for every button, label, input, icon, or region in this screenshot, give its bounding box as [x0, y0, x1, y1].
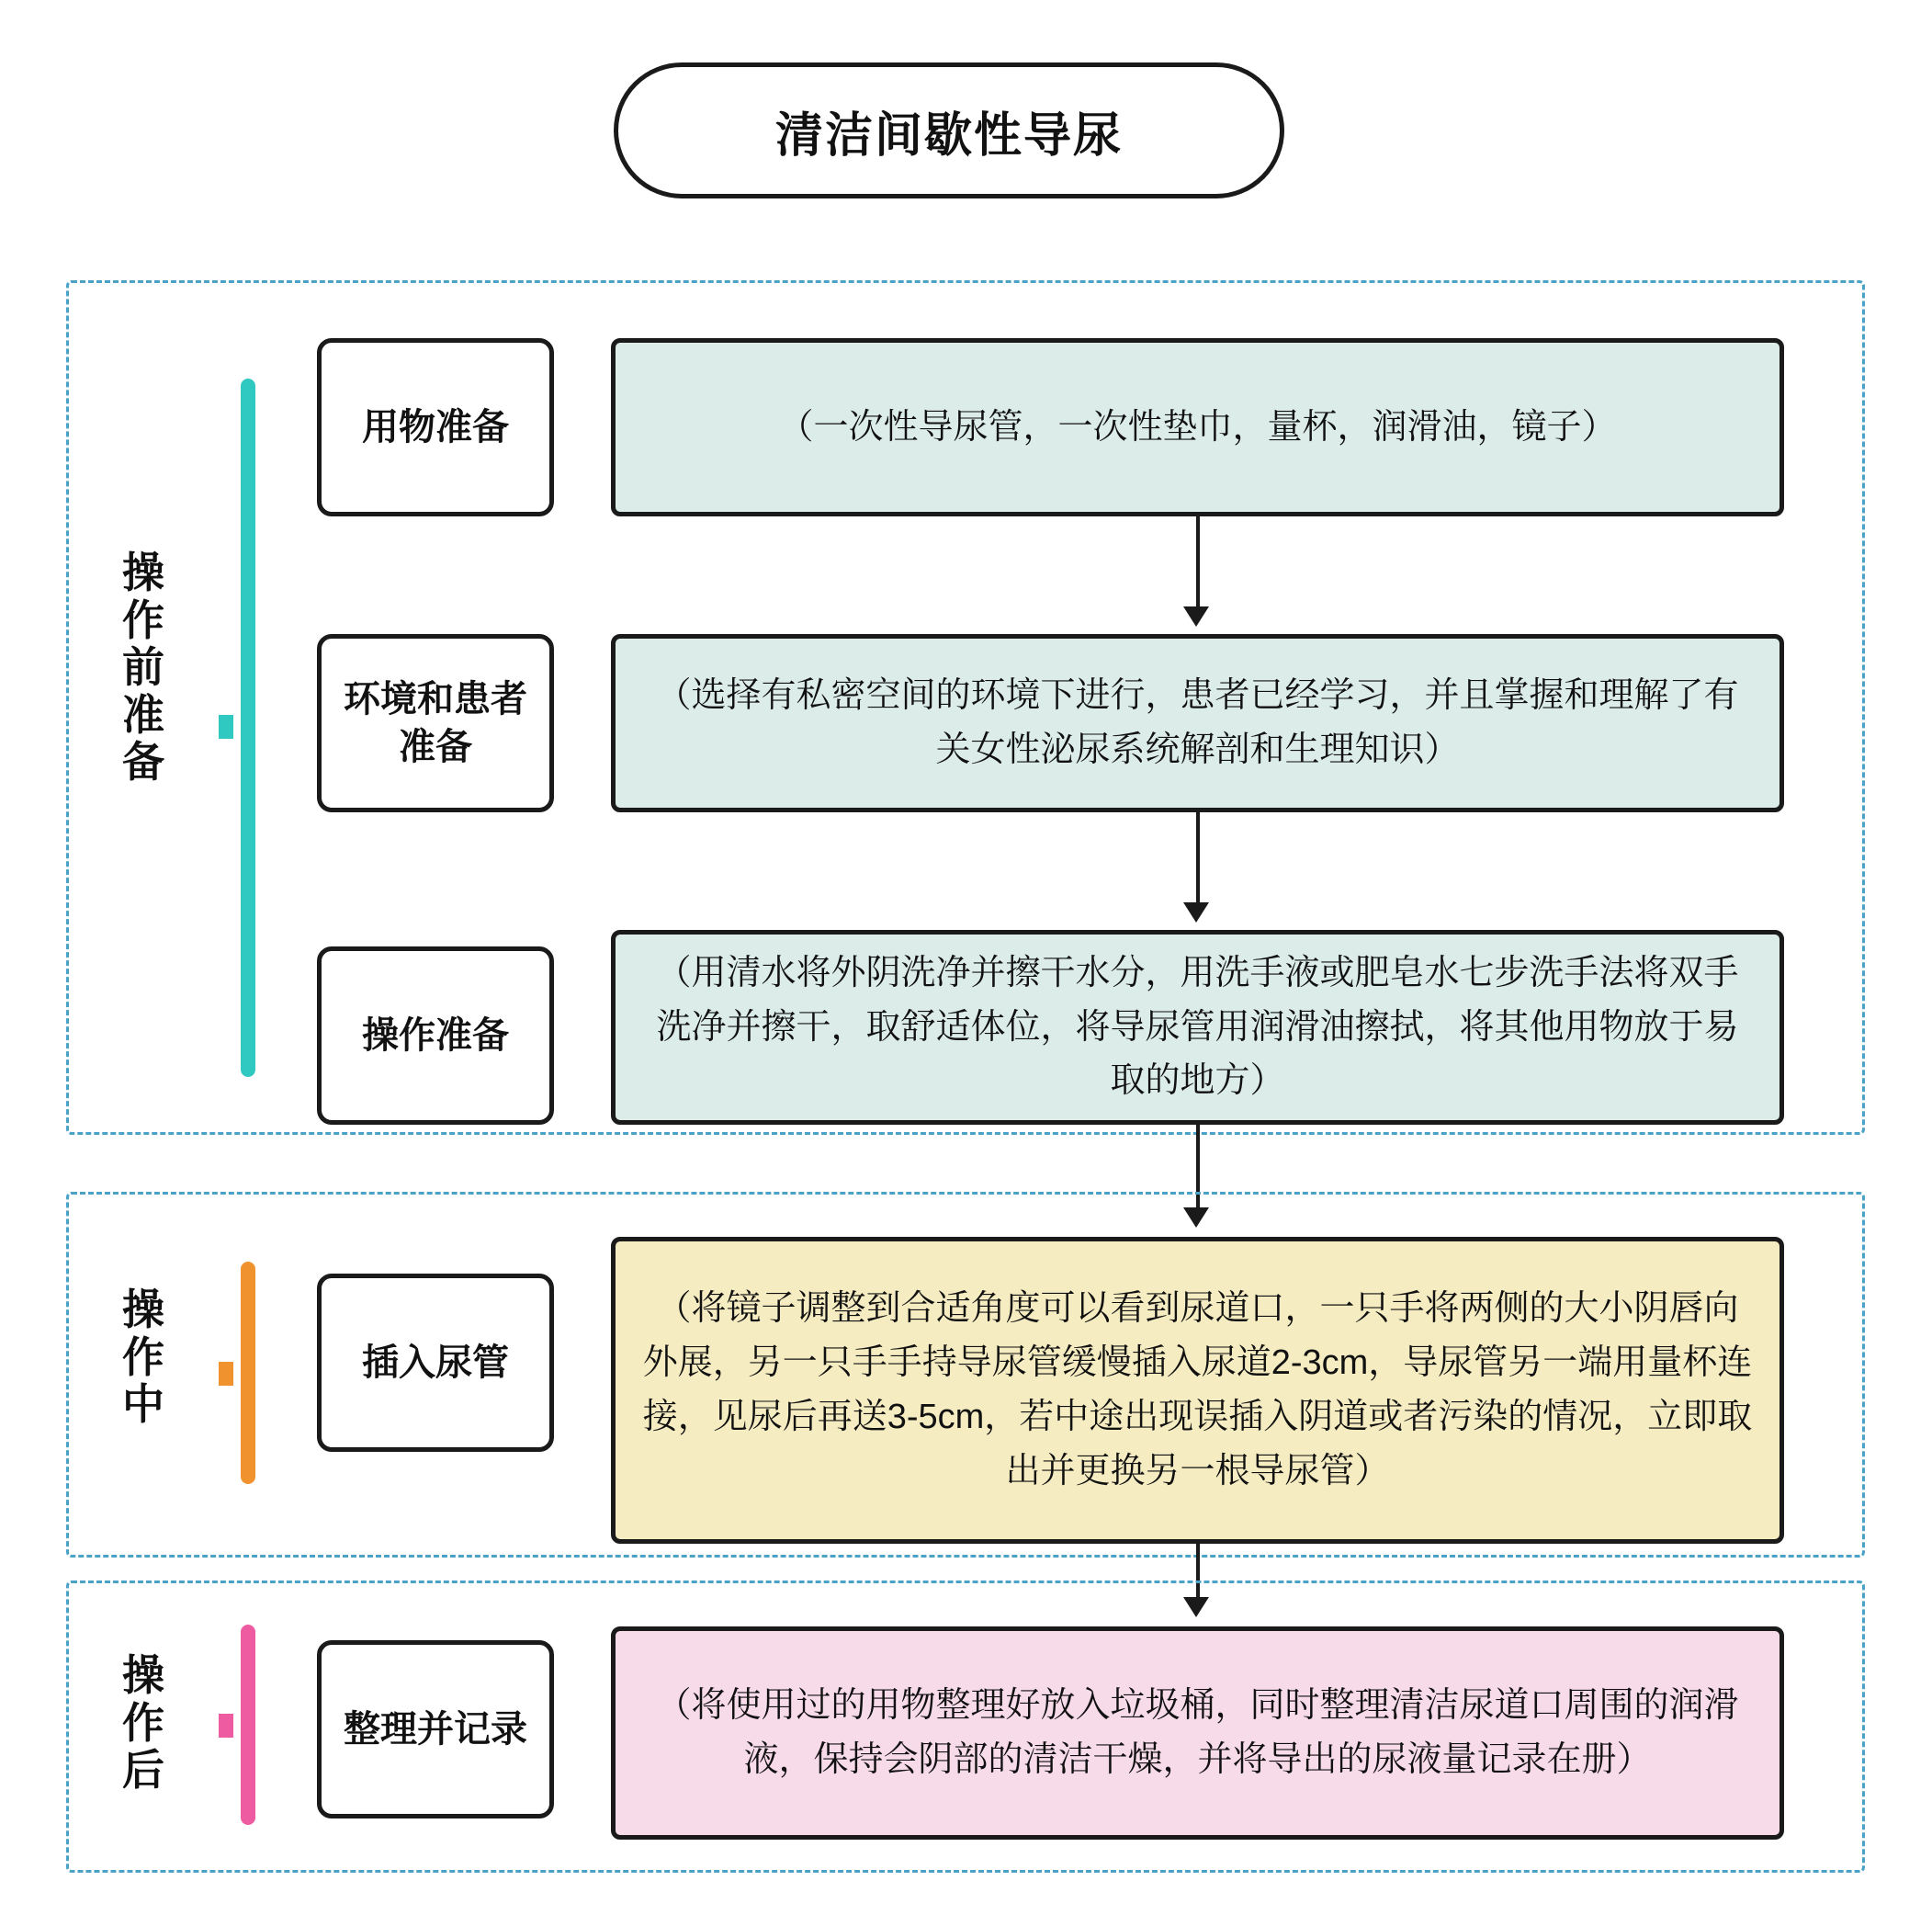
phase-label-pre-procedure: 操作前准备 — [122, 549, 164, 787]
brace-tip-during-procedure — [219, 1362, 257, 1386]
detail-box-insert-catheter: （将镜子调整到合适角度可以看到尿道口，一只手将两侧的大小阴唇向外展，另一只手手持导尿管缓慢插入尿道2-3cm，导尿管另一端用量杯连接，见尿后再送3-5cm，若中途出现误插入阴道或者污染的情况，立即取出并更换另一根导尿管） — [611, 1237, 1784, 1544]
step-box-supplies: 用物准备 — [317, 338, 554, 516]
step-box-operation-prep: 操作准备 — [317, 946, 554, 1125]
step-box-tidy-record: 整理并记录 — [317, 1640, 554, 1818]
connector-arrow-1 — [1196, 516, 1200, 616]
diagram-title-box — [614, 62, 1284, 198]
phase-label-post-procedure: 操作后 — [122, 1651, 164, 1795]
detail-box-tidy-record: （将使用过的用物整理好放入垃圾桶，同时整理清洁尿道口周围的润滑液，保持会阴部的清洁干燥，并将导出的尿液量记录在册） — [611, 1626, 1784, 1840]
brace-tip-pre-procedure — [219, 715, 257, 739]
step-box-insert-catheter: 插入尿管 — [317, 1274, 554, 1452]
detail-box-operation-prep: （用清水将外阴洗净并擦干水分，用洗手液或肥皂水七步洗手法将双手洗净并擦干，取舒适体位，将导尿管用润滑油擦拭，将其他用物放于易取的地方） — [611, 930, 1784, 1125]
connector-arrowhead-1 — [1183, 606, 1209, 627]
page-title: 清洁间歇性导尿 — [774, 108, 1123, 163]
detail-box-supplies: （一次性导尿管，一次性垫巾，量杯，润滑油，镜子） — [611, 338, 1784, 516]
step-box-environment-patient: 环境和患者准备 — [317, 634, 554, 812]
connector-arrowhead-2 — [1183, 902, 1209, 923]
brace-tip-post-procedure — [219, 1714, 257, 1738]
detail-box-environment-patient: （选择有私密空间的环境下进行，患者已经学习，并且掌握和理解了有关女性泌尿系统解剖和生理知识） — [611, 634, 1784, 812]
connector-arrow-2 — [1196, 812, 1200, 912]
phase-label-during-procedure: 操作中 — [122, 1286, 164, 1429]
